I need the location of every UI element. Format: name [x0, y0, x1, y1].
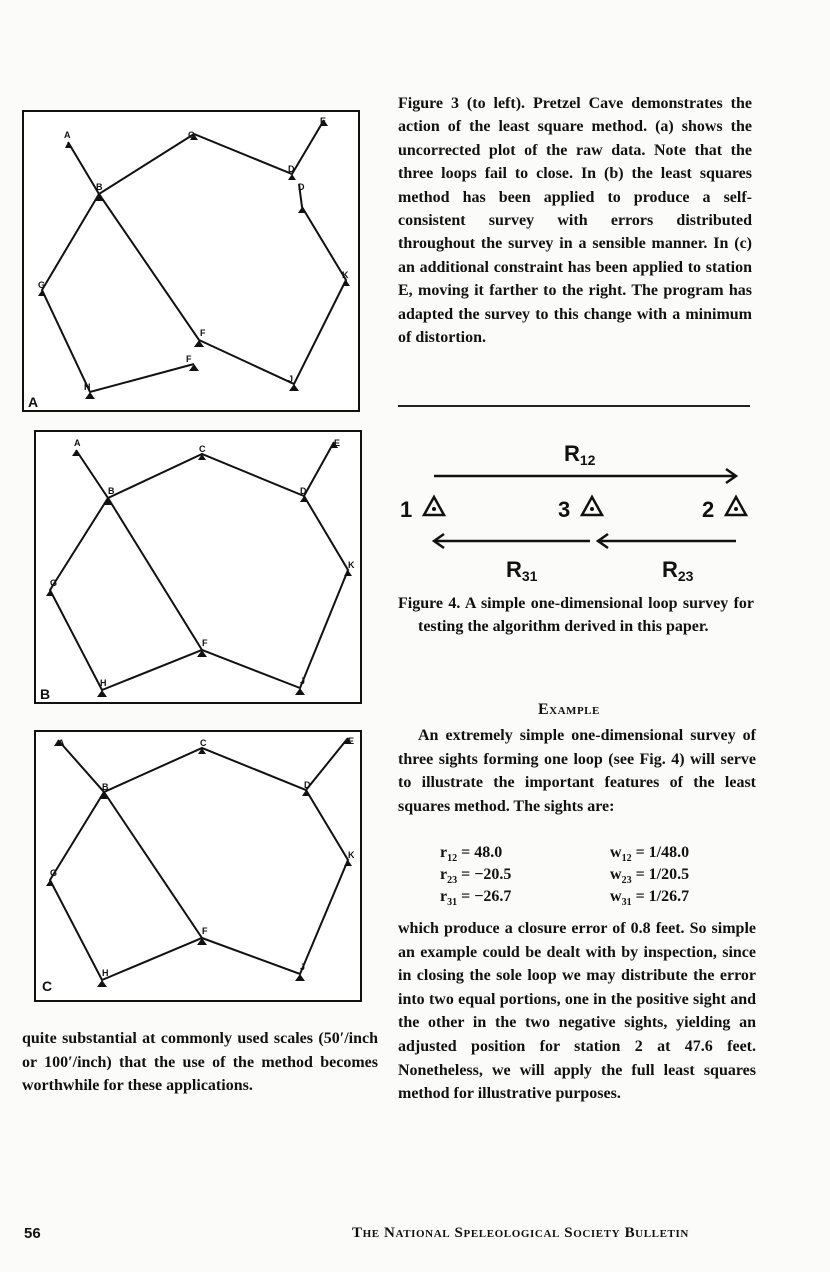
- figure4-caption: [398, 592, 754, 639]
- page-number: 56: [24, 1225, 41, 1242]
- sight-row-1: [440, 844, 502, 864]
- svg-text:D: D: [300, 486, 307, 496]
- fig4-station-1: 1: [400, 497, 413, 522]
- cave-survey-plot-b: [36, 432, 360, 702]
- svg-text:F: F: [186, 354, 192, 364]
- caption-divider: [398, 405, 750, 407]
- sight-row-3-weight: [610, 888, 689, 908]
- svg-text:J: J: [288, 374, 294, 384]
- fig4-label-r23: R23: [662, 557, 694, 584]
- example-para1-text: An extremely simple one-dimensional survey of three sights forming one loop (see Fig. 4) will serve to illustrate the important features of the least squares method. The sights are:: [398, 727, 756, 815]
- example-para2: [398, 917, 756, 1106]
- svg-text:K: K: [342, 270, 349, 280]
- sight-w23-value: = 1/20.5: [635, 866, 690, 883]
- svg-text:C: C: [200, 738, 207, 748]
- sight-w23-symbol: $w_{23}$: [610, 866, 632, 887]
- svg-text:D: D: [298, 182, 305, 192]
- figure4-caption-text: Figure 4. A simple one-dimensional loop survey for testing the algorithm derived in this paper.: [398, 595, 754, 636]
- sight-row-2-weight: [610, 866, 689, 886]
- svg-text:C: C: [188, 130, 195, 140]
- svg-text:K: K: [348, 850, 355, 860]
- svg-text:G: G: [50, 868, 58, 878]
- fig4-label-r31: R31: [506, 557, 538, 584]
- cave-survey-plot-c: [36, 732, 360, 1000]
- sight-r23-symbol: $r_{23}$: [440, 866, 458, 887]
- sight-r12-symbol: $r_{12}$: [440, 844, 458, 865]
- svg-text:B: B: [108, 486, 115, 496]
- svg-text:D: D: [304, 780, 311, 790]
- sight-r31-value: = −26.7: [461, 888, 512, 905]
- svg-text:J: J: [300, 676, 306, 686]
- svg-text:D: D: [288, 164, 295, 174]
- svg-text:G: G: [50, 578, 58, 588]
- panel-letter-b: B: [40, 686, 51, 702]
- svg-text:E: E: [348, 736, 355, 746]
- fig4-station-2: 2: [702, 497, 715, 522]
- fig4-triangle-2-icon: [726, 497, 746, 515]
- svg-text:A: A: [74, 438, 81, 448]
- svg-text:B: B: [102, 782, 109, 792]
- sight-row-3: [440, 888, 511, 908]
- cave-survey-plot-a: [24, 112, 358, 410]
- svg-text:A: A: [58, 738, 65, 748]
- fig4-station-3: 3: [558, 497, 571, 522]
- fig4-triangle-3-icon: [582, 497, 602, 515]
- sight-row-2: [440, 866, 511, 886]
- sight-r12-value: = 48.0: [461, 844, 503, 861]
- svg-text:H: H: [102, 968, 109, 978]
- svg-text:E: E: [334, 438, 341, 448]
- left-column-para-text: quite substantial at commonly used scales (50′/inch or 100′/inch) that the use of the method becomes worthwhile for these applications.: [22, 1030, 378, 1095]
- svg-text:F: F: [200, 328, 206, 338]
- figure3-panel-a: [22, 110, 360, 412]
- example-para2-text: which produce a closure error of 0.8 feet. So simple an example could be dealt with by inspection, since in closing the sole loop we may distribute the error into two equal portions, one in the positive sight and the other in the two negative sights, yielding an adjusted position for station 2 at 47.6 feet. Nonetheless, we will apply the full least squares method for illustrative purposes.: [398, 920, 756, 1103]
- svg-text:H: H: [84, 382, 91, 392]
- sight-r31-symbol: $r_{31}$: [440, 888, 458, 909]
- sight-r23-value: = −20.5: [461, 866, 512, 883]
- figure3-caption: [398, 92, 752, 349]
- figure3-caption-text: Figure 3 (to left). Pretzel Cave demonstrates the action of the least square method. (a) shows the uncorrected plot of the raw data. Note that the three loops fail to close. In (b) the least squares method has been applied to produce a self-consistent survey with errors distributed throughout the survey in a sensible manner. In (c) an additional constraint has been applied to station E, moving it farther to the right. The program has adapted the survey to this change with a minimum of distortion.: [398, 95, 752, 347]
- fig4-triangle-1-icon: [424, 497, 444, 515]
- svg-text:K: K: [348, 560, 355, 570]
- panel-letter-a: A: [28, 394, 39, 410]
- svg-text:A: A: [64, 130, 71, 140]
- svg-text:J: J: [300, 962, 306, 972]
- svg-text:G: G: [38, 280, 46, 290]
- svg-text:E: E: [320, 116, 327, 126]
- figure4-diagram: [394, 435, 754, 585]
- fig4-label-r12: R12: [564, 441, 596, 468]
- sight-w31-value: = 1/26.7: [635, 888, 690, 905]
- sight-w12-symbol: $w_{12}$: [610, 844, 632, 865]
- left-column-para: [22, 1027, 378, 1098]
- panel-letter-c: C: [42, 978, 53, 994]
- figure3-panel-c: [34, 730, 362, 1002]
- svg-text:C: C: [199, 444, 206, 454]
- sight-w12-value: = 1/48.0: [635, 844, 690, 861]
- example-para1: [398, 724, 756, 818]
- svg-text:F: F: [202, 926, 208, 936]
- sight-row-1-weight: [610, 844, 689, 864]
- example-heading: Example: [538, 701, 600, 718]
- svg-text:F: F: [202, 638, 208, 648]
- figure3-panel-b: [34, 430, 362, 704]
- svg-text:H: H: [100, 678, 107, 688]
- sight-w31-symbol: $w_{31}$: [610, 888, 632, 909]
- svg-text:B: B: [96, 182, 103, 192]
- journal-name: The National Speleological Society Bulletin: [352, 1225, 689, 1241]
